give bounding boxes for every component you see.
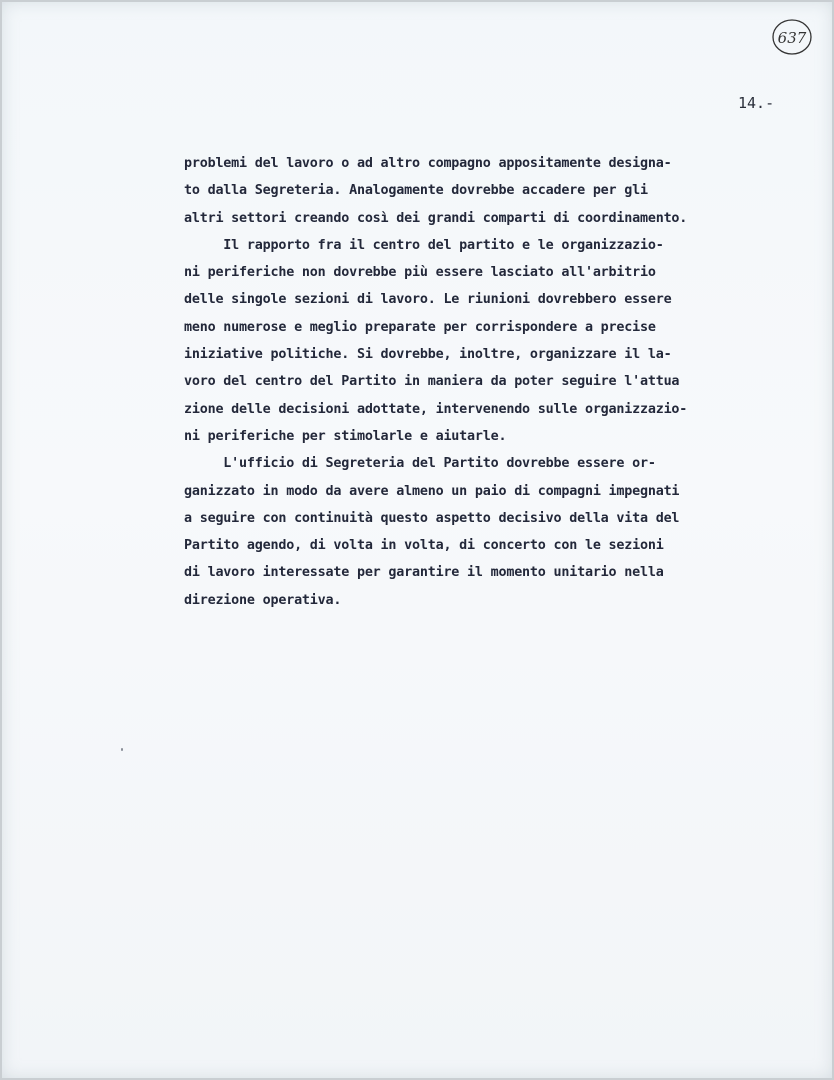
text-line: voro del centro del Partito in maniera da poter seguire l'attua [184,374,680,390]
text-line: di lavoro interessate per garantire il momento unitario nella [184,565,664,581]
text-line: Partito agendo, di volta in volta, di concerto con le sezioni [184,538,664,554]
text-line: zione delle decisioni adottate, intervenendo sulle organizzazio- [184,401,688,417]
text-line: ganizzato in modo da avere almeno un paio di compagni impegnati [184,483,680,499]
archive-number-text: 637 [777,29,807,47]
archive-number-stamp [770,16,814,60]
text-line: Il rapporto fra il centro del partito e le organizzazio- [184,237,664,253]
handwritten-circle-icon [770,16,814,60]
text-line: meno numerose e meglio preparate per corrispondere a precise [184,319,656,335]
text-line: L'ufficio di Segreteria del Partito dovrebbe essere or- [184,456,656,472]
text-line: problemi del lavoro o ad altro compagno appositamente designa- [184,156,672,171]
text-line: to dalla Segreteria. Analogamente dovrebbe accadere per gli [184,183,648,199]
text-line: altri settori creando così dei grandi comparti di coordinamento. [184,210,688,226]
bleed-through-watermark [0,600,834,730]
typewritten-body [184,150,824,614]
text-line: iniziative politiche. Si dovrebbe, inoltre, organizzare il la- [184,347,672,363]
text-line: ni periferiche per stimolarle e aiutarle. [184,428,507,444]
text-line: a seguire con continuità questo aspetto decisivo della vita del [184,510,680,526]
text-line: direzione operativa. [184,592,342,608]
paper-speck [121,748,123,751]
page-number: 14.- [738,94,775,112]
text-line: delle singole sezioni di lavoro. Le riunioni dovrebbero essere [184,292,672,308]
text-line: ni periferiche non dovrebbe più essere lasciato all'arbitrio [184,265,656,281]
